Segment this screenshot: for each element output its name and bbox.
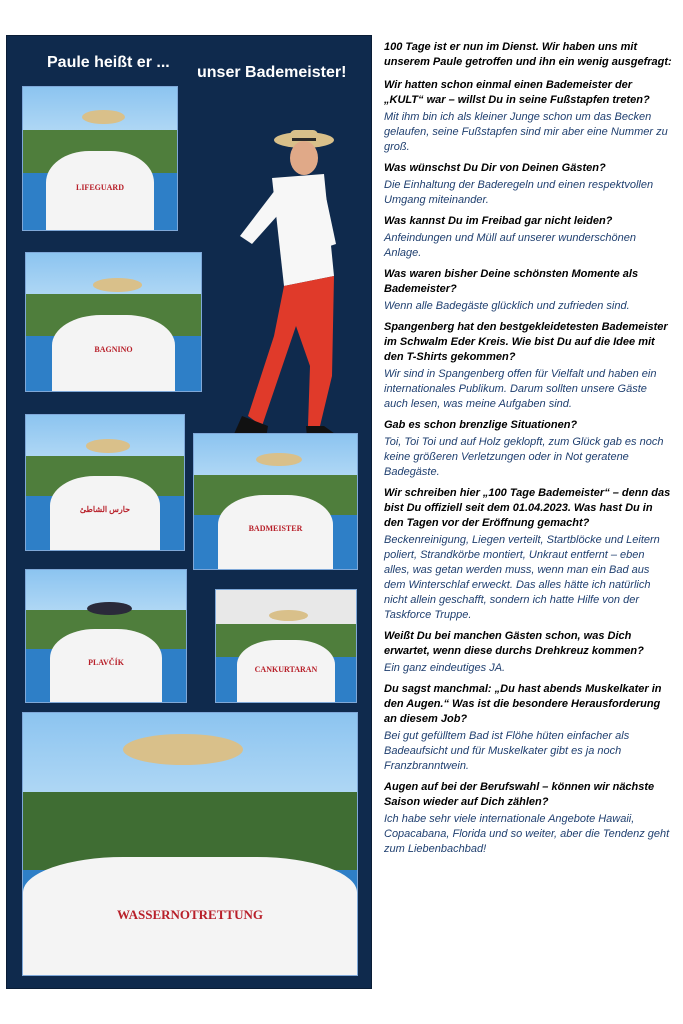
- paule-cutout-figure: [212, 126, 362, 471]
- headline-right: unser Bademeister!: [197, 64, 347, 81]
- answer: Wir sind in Spangenberg offen für Vielfalt und haben ein internationales Publikum. Darum sollten unsere Gäste auch lesen, was meine Aufgaben sind.: [384, 368, 657, 410]
- photo-lifeguard: [22, 86, 178, 231]
- answer: Toi, Toi Toi und auf Holz geklopft, zum Glück gab es noch keine größeren Verletzungen oder in Not geratene Badegäste.: [384, 436, 664, 478]
- photo-badmeister: [193, 433, 358, 570]
- photo-bagnino: [25, 252, 202, 392]
- question: Wir schreiben hier „100 Tage Bademeister“ – denn das bist Du offiziell seit dem 01.04.2023. Was hast Du in den Tagen vor der Eröffnung gemacht?: [384, 487, 671, 529]
- photo-arabic: [25, 414, 185, 551]
- question: Was waren bisher Deine schönsten Momente als Bademeister?: [384, 268, 639, 295]
- question: Du sagst manchmal: „Du hast abends Muskelkater in den Augen.“ Was ist die besondere Herausforderung an diesem Job?: [384, 683, 662, 725]
- question: Spangenberg hat den bestgekleidetesten Bademeister im Schwalm Eder Kreis. Wie bist Du auf die Idee mit den T-Shirts gekommen?: [384, 321, 668, 363]
- shirt-label-cankurtaran: CANKURTARAN: [254, 665, 318, 675]
- headline-left: Paule heißt er ...: [47, 54, 170, 71]
- shirt-label-arabic: حارس الشاطئ: [79, 505, 131, 515]
- question: Was kannst Du im Freibad gar nicht leiden?: [384, 215, 613, 227]
- answer: Wenn alle Badegäste glücklich und zufrieden sind.: [384, 300, 630, 312]
- question: Was wünschst Du Dir von Deinen Gästen?: [384, 162, 606, 174]
- question: Gab es schon brenzlige Situationen?: [384, 419, 578, 431]
- question: Weißt Du bei manchen Gästen schon, was Dich erwartet, wenn diese durchs Drehkreuz kommen?: [384, 630, 644, 657]
- shirt-label-lifeguard: LIFEGUARD: [75, 182, 124, 192]
- answer: Ich habe sehr viele internationale Angebote Hawaii, Copacabana, Florida und so weiter, aber die Tendenz geht zum Liebenbachbad!: [384, 813, 670, 855]
- shirt-label-badmeister: BADMEISTER: [248, 524, 303, 534]
- interview-intro: 100 Tage ist er nun im Dienst. Wir haben uns mit unserem Paule getroffen und ihn ein wenig ausgefragt:: [384, 41, 672, 68]
- shirt-label-plavcik: PLAVČÍK: [88, 658, 124, 668]
- answer: Ein ganz eindeutiges JA.: [384, 662, 506, 674]
- answer: Die Einhaltung der Baderegeln und einen respektvollen Umgang miteinander.: [384, 179, 654, 206]
- answer: Mit ihm bin ich als kleiner Junge schon um das Becken gelaufen, seine Fußstapfen sind mir aber eine Nummer zu groß.: [384, 111, 668, 153]
- question: Wir hatten schon einmal einen Bademeister der „KULT“ war – willst Du in seine Fußstapfen treten?: [384, 79, 650, 106]
- photo-collage-panel: [6, 35, 372, 989]
- photo-cankurtaran: [215, 589, 357, 703]
- shirt-label-bagnino: BAGNINO: [94, 345, 133, 355]
- answer: Beckenreinigung, Liegen verteilt, Startblöcke und Leitern poliert, Strandkörbe montiert, Unkraut entfernt – eben alles, was getan werden muss, wenn man ein Bad aus dem Winterschlaf erweckt. Das alles hätte ich natürlich nicht allein geschafft, sondern ich hatte Hilfe von der Taskforce Truppe.: [384, 534, 660, 621]
- answer: Bei gut gefülltem Bad ist Flöhe hüten einfacher als Badeaufsicht und für Muskelkater gibt es ja noch Franzbranntwein.: [384, 730, 630, 772]
- photo-plavcik: [25, 569, 187, 703]
- shirt-label-wassernotrettung: WASSERNOTRETTUNG: [117, 906, 263, 922]
- question: Augen auf bei der Berufswahl – können wir nächste Saison wieder auf Dich zählen?: [384, 781, 655, 808]
- interview-column: [384, 40, 672, 863]
- photo-wassernotrettung: [22, 712, 358, 976]
- answer: Anfeindungen und Müll auf unserer wunderschönen Anlage.: [384, 232, 636, 259]
